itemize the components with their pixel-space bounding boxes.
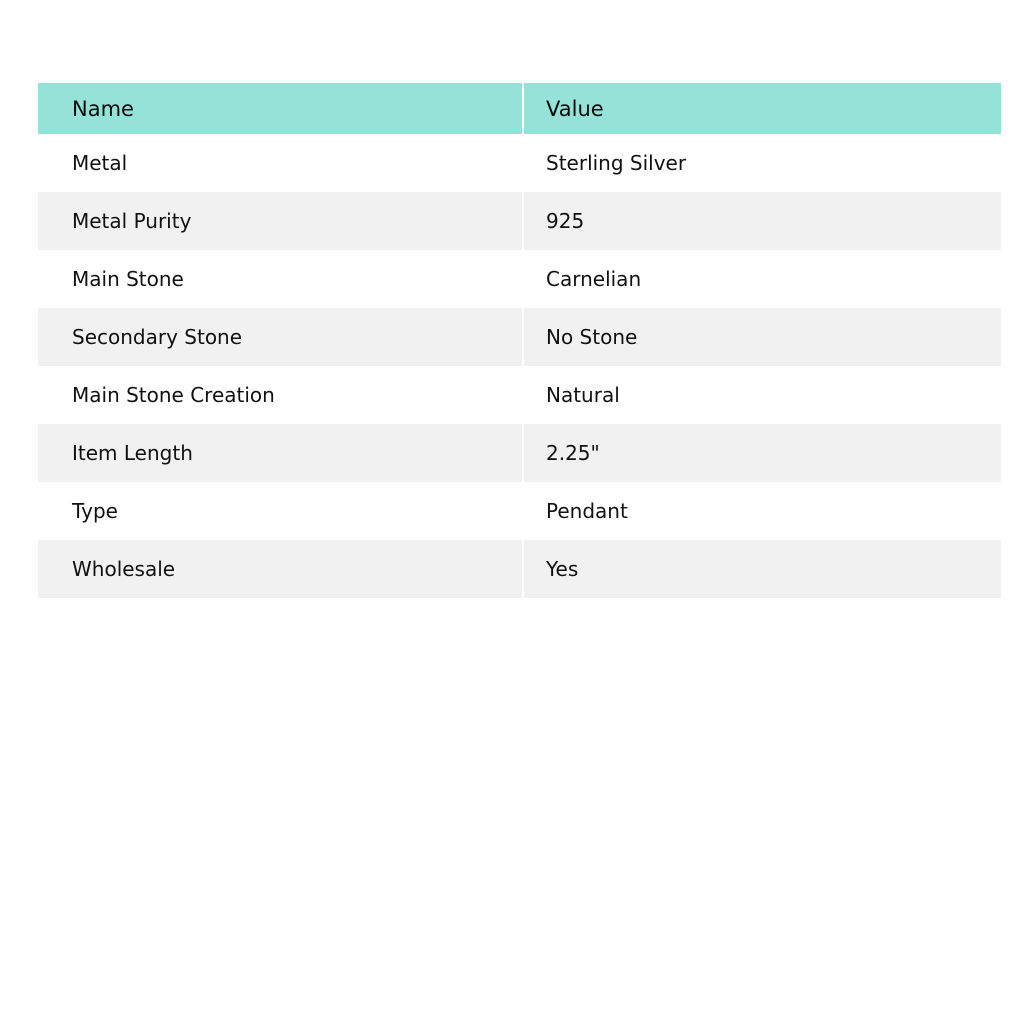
row-value-cell: Sterling Silver xyxy=(523,134,1001,192)
row-value-cell: Carnelian xyxy=(523,250,1001,308)
row-value-cell: 2.25" xyxy=(523,424,1001,482)
table-row xyxy=(38,250,1001,308)
table-row xyxy=(38,366,1001,424)
table-header-row xyxy=(38,83,1001,134)
table-row xyxy=(38,540,1001,598)
row-value-cell: No Stone xyxy=(523,308,1001,366)
row-name-cell: Secondary Stone xyxy=(38,308,523,366)
row-value-cell: Yes xyxy=(523,540,1001,598)
column-header-value: Value xyxy=(523,83,1001,134)
table-row xyxy=(38,424,1001,482)
row-name-cell: Metal xyxy=(38,134,523,192)
table-row xyxy=(38,308,1001,366)
table-body xyxy=(38,134,1001,598)
row-name-cell: Wholesale xyxy=(38,540,523,598)
row-name-cell: Item Length xyxy=(38,424,523,482)
table-row xyxy=(38,192,1001,250)
row-value-cell: 925 xyxy=(523,192,1001,250)
row-value-cell: Pendant xyxy=(523,482,1001,540)
table-row xyxy=(38,134,1001,192)
table-header xyxy=(38,83,1001,134)
table-row xyxy=(38,482,1001,540)
row-name-cell: Main Stone Creation xyxy=(38,366,523,424)
row-name-cell: Metal Purity xyxy=(38,192,523,250)
row-name-cell: Main Stone xyxy=(38,250,523,308)
row-value-cell: Natural xyxy=(523,366,1001,424)
row-name-cell: Type xyxy=(38,482,523,540)
column-header-name: Name xyxy=(38,83,523,134)
specifications-table xyxy=(38,83,1001,598)
